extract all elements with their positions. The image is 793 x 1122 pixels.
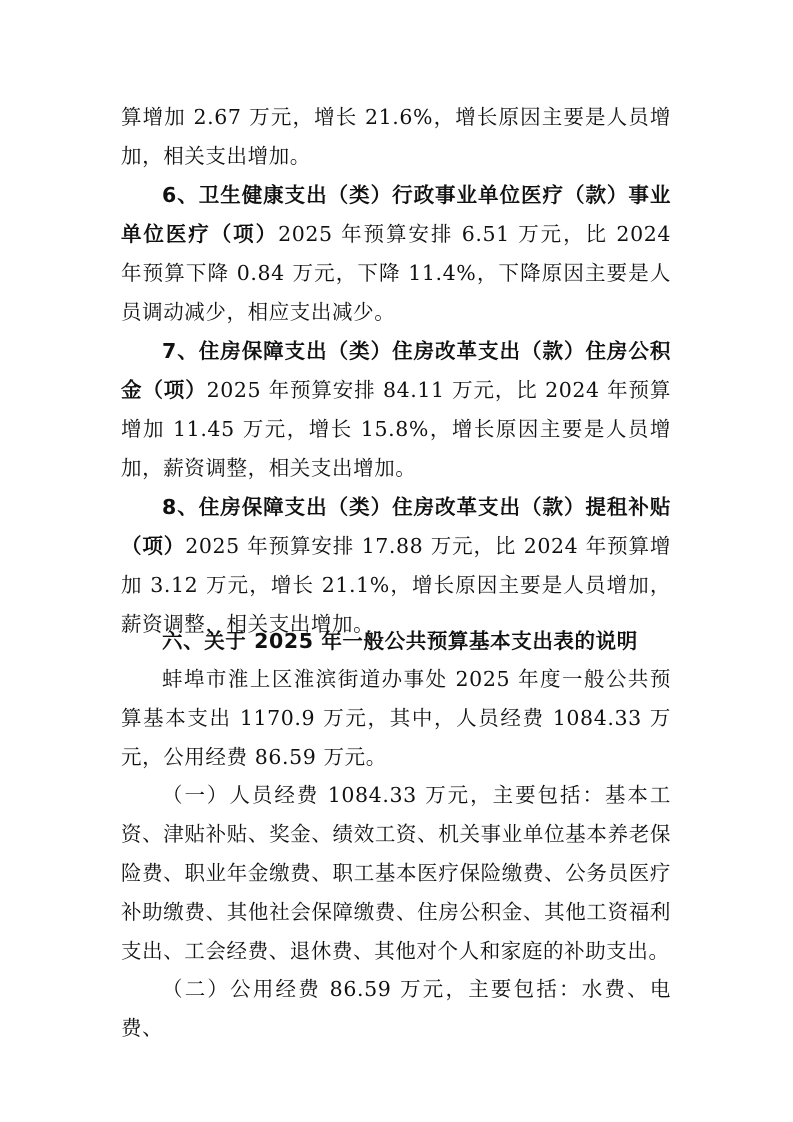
- paragraph-public-expenses: [121, 970, 671, 1048]
- paragraph-personnel-expenses: [121, 776, 671, 971]
- item-heading-health: 6、卫生健康支出（类）行政事业单位医疗（款）事业单位医疗（项）: [121, 183, 671, 246]
- paragraph-housing-continuation: [121, 98, 671, 176]
- paragraph-basic-expenditure-summary: [121, 660, 671, 777]
- paragraph-text: （二）公用经费 86.59 万元，主要包括：水费、电费、: [121, 977, 671, 1040]
- section-heading-six: [121, 622, 671, 661]
- item-heading-housing-fund: 7、住房保障支出（类）住房改革支出（款）住房公积金（项）: [121, 339, 671, 402]
- paragraph-text: 2025 年预算安排 17.88 万元，比 2024 年预算增加 3.12 万元，增长 21.1%，增长原因主要是人员增加，薪资调整，相关支出增加。: [121, 534, 671, 636]
- paragraph-housing-fund: [121, 332, 671, 488]
- paragraph-rent-subsidy: [121, 488, 671, 644]
- paragraph-text: 2025 年预算安排 6.51 万元，比 2024 年预算下降 0.84 万元，下降 11.4%，下降原因主要是人员调动减少，相应支出减少。: [121, 222, 671, 324]
- paragraph-text: 算增加 2.67 万元，增长 21.6%，增长原因主要是人员增加，相关支出增加。: [121, 105, 671, 168]
- paragraph-text: （一）人员经费 1084.33 万元，主要包括：基本工资、津贴补贴、奖金、绩效工资、机关事业单位基本养老保险费、职业年金缴费、职工基本医疗保险缴费、公务员医疗补助缴费、其他社会保障缴费、住房公积金、其他工资福利支出、工会经费、退休费、其他对个人和家庭的补助支出。: [121, 783, 671, 963]
- section-heading-text: 六、关于 2025 年一般公共预算基本支出表的说明: [162, 629, 638, 653]
- paragraph-text: 蚌埠市淮上区淮滨街道办事处 2025 年度一般公共预算基本支出 1170.9 万元，其中，人员经费 1084.33 万元，公用经费 86.59 万元。: [121, 667, 671, 769]
- item-heading-rent-subsidy: 8、住房保障支出（类）住房改革支出（款）提租补贴（项）: [121, 495, 671, 558]
- paragraph-health-expenditure: [121, 176, 671, 332]
- paragraph-text: 2025 年预算安排 84.11 万元，比 2024 年预算增加 11.45 万元，增长 15.8%，增长原因主要是人员增加，薪资调整，相关支出增加。: [121, 378, 671, 480]
